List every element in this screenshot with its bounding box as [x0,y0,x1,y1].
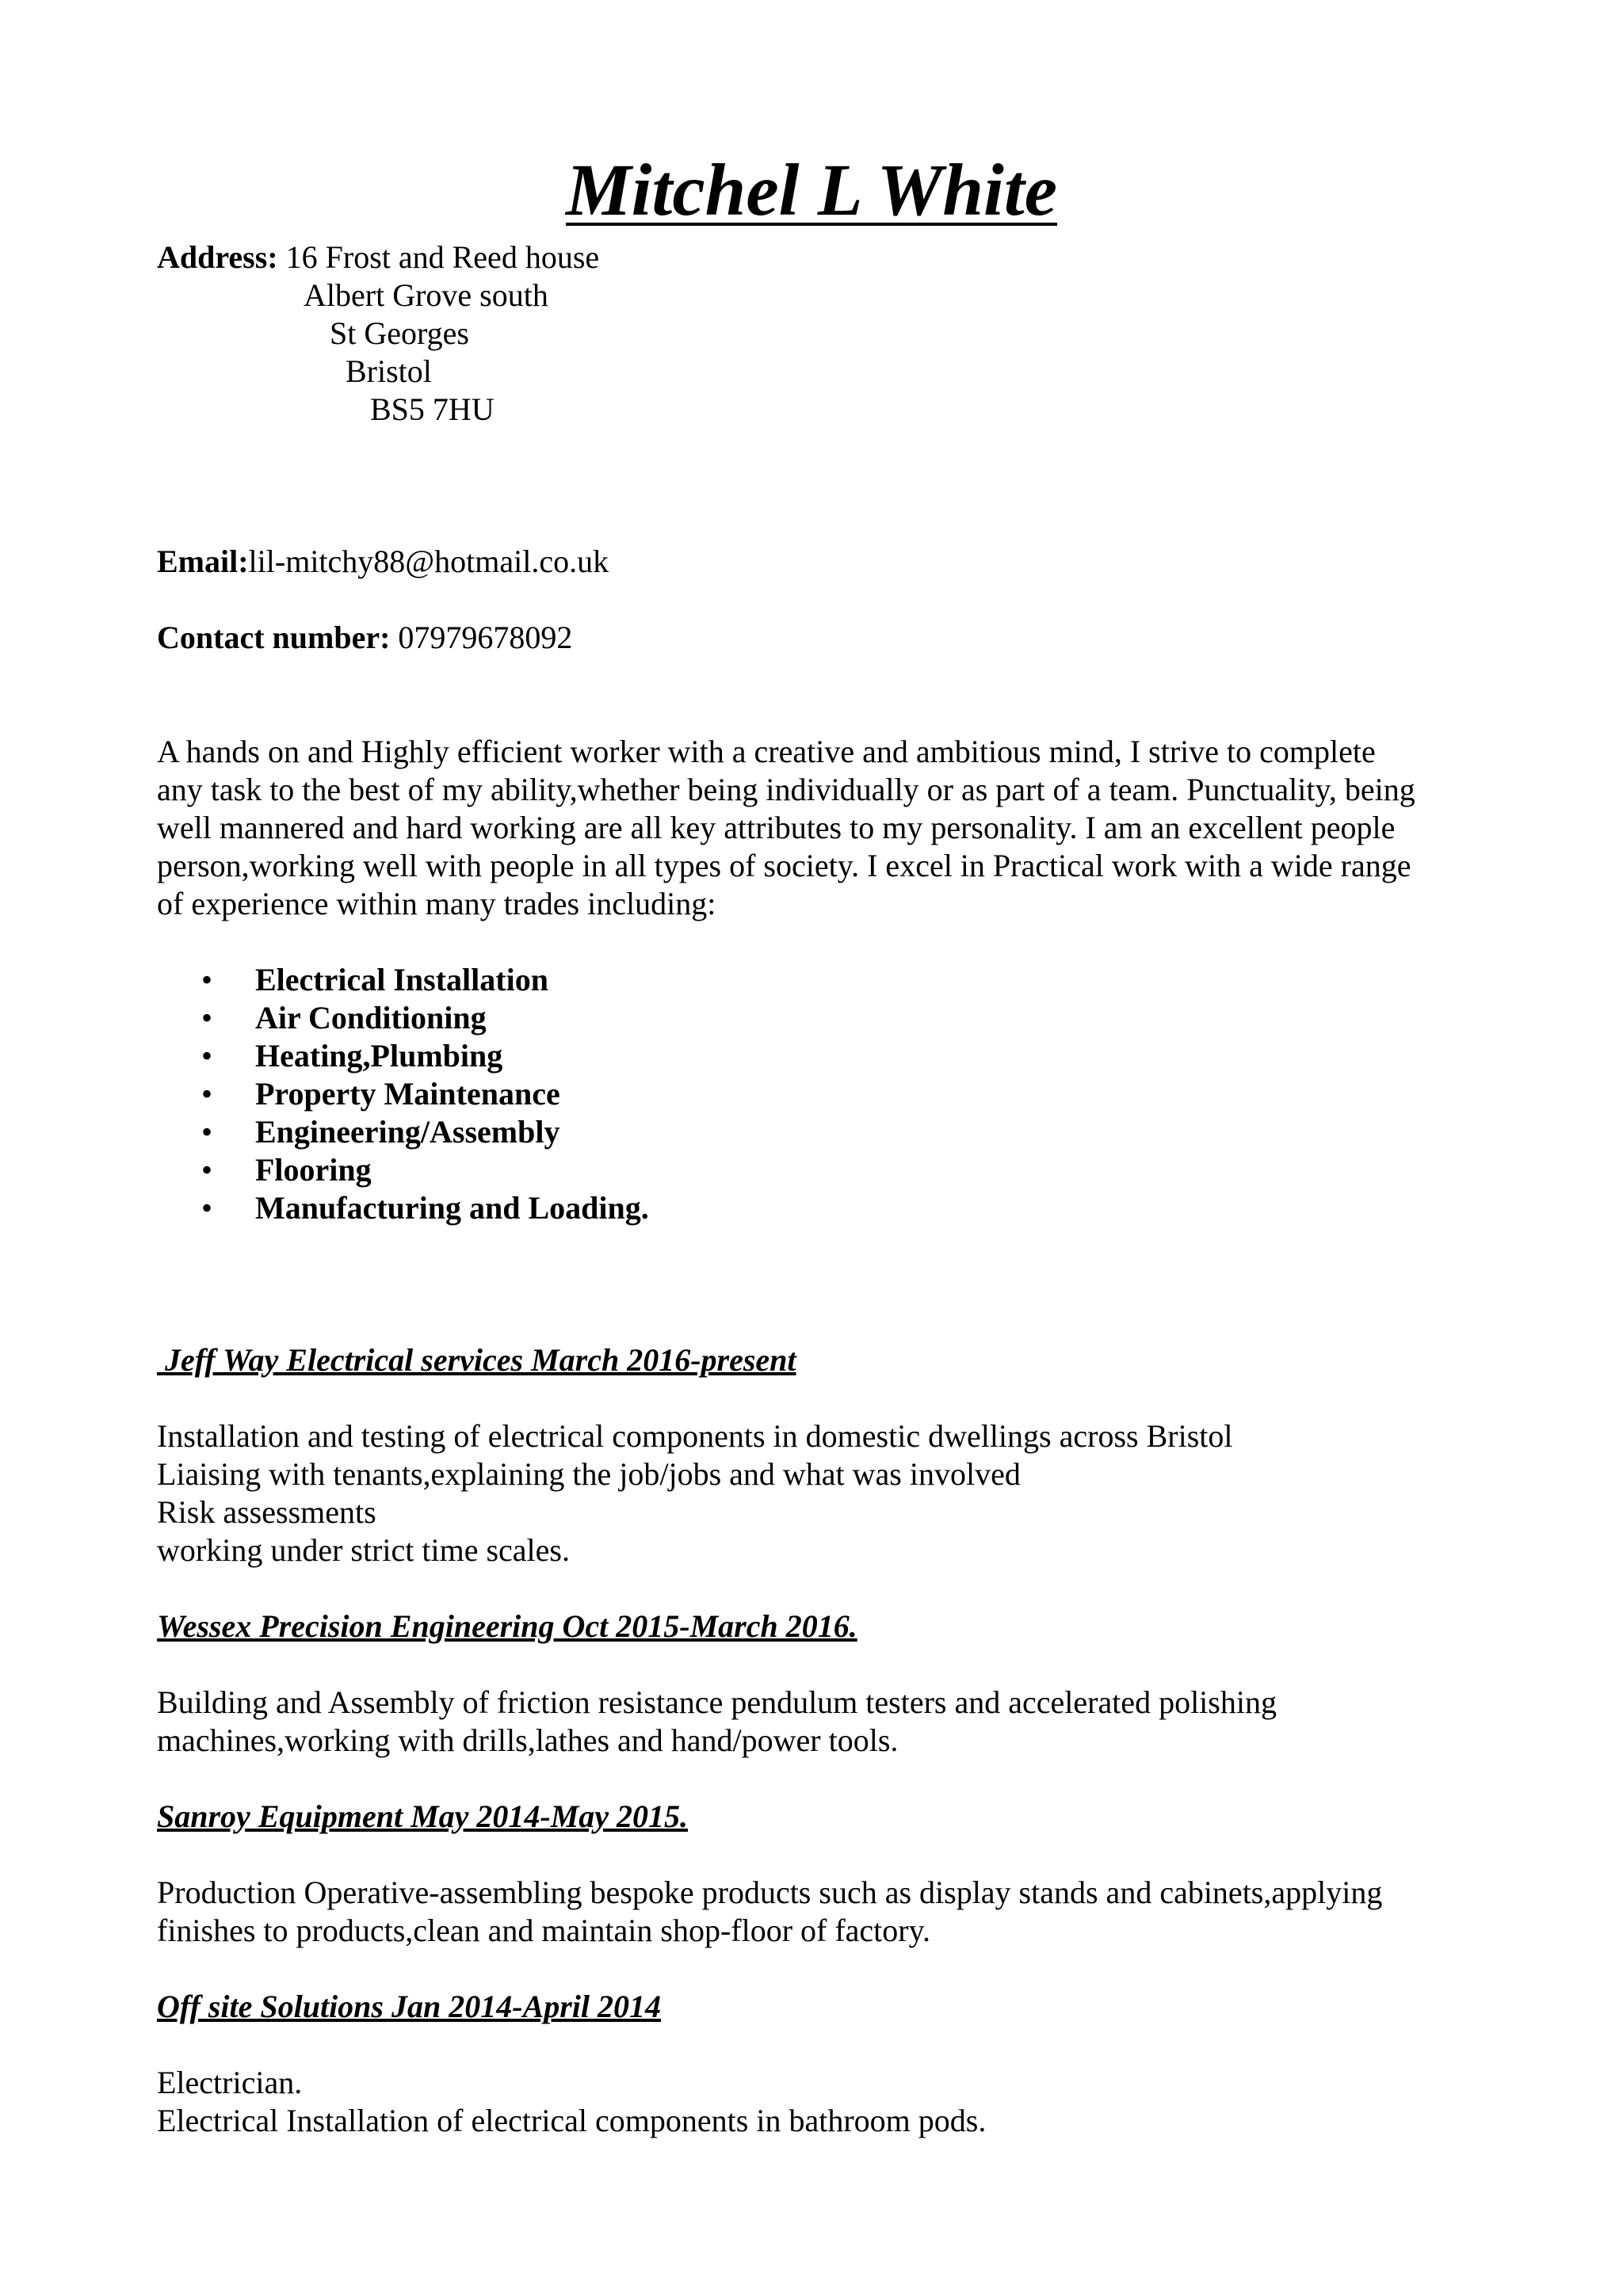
trade-item: Property Maintenance [255,1076,560,1112]
address-postcode: BS5 7HU [370,391,495,427]
trade-item: Electrical Installation [255,962,548,997]
address-line-3: St Georges [330,315,469,351]
job-detail-line: finishes to products,clean and maintain shop-floor of factory. [157,1913,931,1948]
bullet-marker: • [201,1190,213,1226]
email-label: Email: [157,543,249,579]
profile-line-5: of experience within many trades including: [157,886,716,921]
job-heading: Wessex Precision Engineering Oct 2015-March 2016. [157,1608,857,1644]
address-line-1 [157,238,599,277]
job-detail-line: Electrical Installation of electrical components in bathroom pods. [157,2103,987,2138]
contact-row [157,619,572,657]
bullet-marker: • [201,1000,213,1035]
job-heading: Sanroy Equipment May 2014-May 2015. [157,1798,689,1834]
job-detail-line: Risk assessments [157,1494,376,1530]
address-line-4: Bristol [346,353,432,389]
job-heading: Jeff Way Electrical services March 2016-present [157,1342,796,1378]
address-line-2: Albert Grove south [304,277,548,313]
bullet-marker: • [201,1114,213,1150]
job-detail-line: working under strict time scales. [157,1532,570,1568]
profile-line-4: person,working well with people in all types of society. I excel in Practical work with a wide range [157,848,1411,883]
job-detail-line: Liaising with tenants,explaining the job/jobs and what was involved [157,1456,1021,1492]
profile-line-3: well mannered and hard working are all key attributes to my personality. I am an excellent people [157,810,1396,845]
job-detail-line: machines,working with drills,lathes and hand/power tools. [157,1722,899,1758]
profile-line-2: any task to the best of my ability,whether being individually or as part of a team. Punctuality, being [157,772,1415,807]
address-street: 16 Frost and Reed house [285,239,600,275]
job-detail-line: Building and Assembly of friction resistance pendulum testers and accelerated polishing [157,1684,1277,1720]
trade-item: Manufacturing and Loading. [255,1190,649,1226]
job-detail-line: Electrician. [157,2065,303,2100]
bullet-marker: • [201,1038,213,1074]
trade-item: Heating,Plumbing [255,1038,503,1074]
trade-item: Air Conditioning [255,1000,487,1035]
job-detail-line: Production Operative-assembling bespoke products such as display stands and cabinets,applying [157,1875,1383,1910]
job-detail-line: Installation and testing of electrical components in domestic dwellings across Bristol [157,1418,1233,1454]
trade-item: Flooring [255,1152,372,1188]
email-row [157,543,609,581]
job-heading: Off site Solutions Jan 2014-April 2014 [157,1989,662,2024]
contact-value: 07979678092 [398,620,573,655]
address-label: Address: [157,239,278,275]
contact-label: Contact number: [157,620,391,655]
bullet-marker: • [201,1152,213,1188]
profile-line-1: A hands on and Highly efficient worker with a creative and ambitious mind, I strive to complete [157,734,1376,769]
resume-name-title: Mitchel L White [565,150,1058,231]
bullet-marker: • [201,962,213,997]
trade-item: Engineering/Assembly [255,1114,560,1150]
bullet-marker: • [201,1076,213,1112]
email-value: lil-mitchy88@hotmail.co.uk [248,543,609,579]
